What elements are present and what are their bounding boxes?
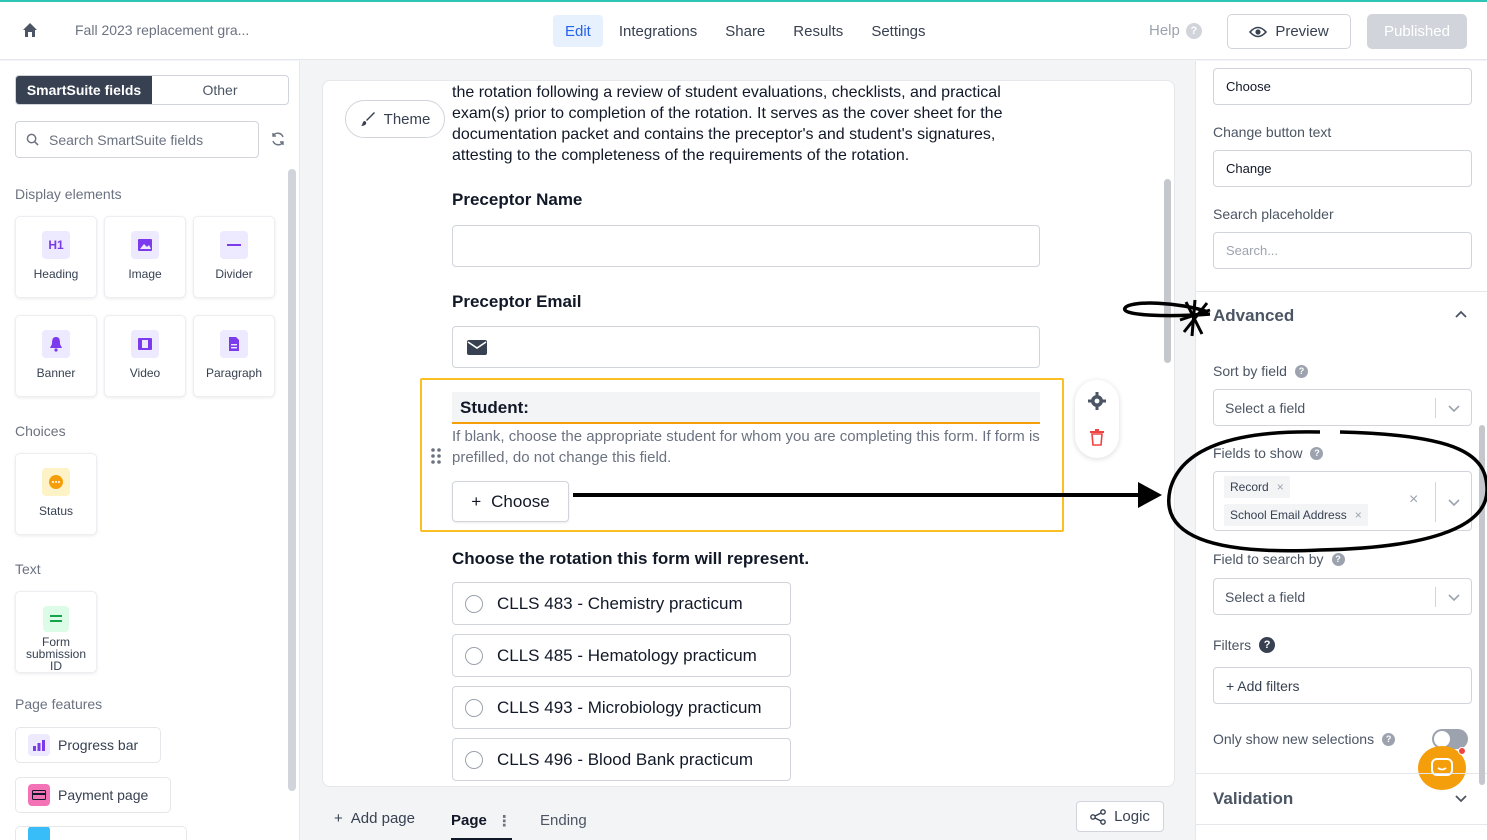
notification-dot bbox=[1458, 747, 1466, 755]
radio-icon bbox=[465, 595, 483, 613]
option-label: CLLS 496 - Blood Bank practicum bbox=[497, 749, 754, 769]
chevron-down-icon[interactable] bbox=[1455, 793, 1467, 803]
status-icon bbox=[42, 468, 70, 496]
tab-smartsuite-fields[interactable]: SmartSuite fields bbox=[16, 76, 152, 104]
feature-progress-bar[interactable] bbox=[15, 727, 161, 763]
tile-video[interactable] bbox=[104, 315, 186, 397]
plus-icon: + bbox=[334, 810, 343, 827]
image-icon bbox=[131, 231, 159, 259]
rotation-question-label: Choose the rotation this form will represent. bbox=[452, 549, 810, 568]
rotation-option[interactable] bbox=[452, 738, 791, 781]
radio-icon bbox=[465, 699, 483, 717]
display-elements-label: Display elements bbox=[15, 186, 122, 202]
search-placeholder-input[interactable]: Search... bbox=[1213, 232, 1472, 269]
canvas-scrollbar[interactable] bbox=[1164, 179, 1171, 363]
search-icon bbox=[26, 133, 39, 146]
tile-label: Heading bbox=[33, 267, 79, 281]
gear-icon[interactable] bbox=[1088, 392, 1106, 410]
page-tab-label: Page bbox=[451, 812, 487, 829]
rotation-option[interactable] bbox=[452, 634, 791, 677]
search-placeholder: Search SmartSuite fields bbox=[49, 131, 204, 148]
form-title[interactable]: Fall 2023 replacement gra... bbox=[75, 22, 250, 38]
tab-share[interactable]: Share bbox=[725, 22, 766, 40]
chevron-down-icon bbox=[1448, 402, 1460, 414]
option-label: CLLS 493 - Microbiology practicum bbox=[497, 697, 762, 717]
fields-to-show-label bbox=[1213, 445, 1323, 461]
tile-banner[interactable] bbox=[15, 315, 97, 397]
home-icon[interactable] bbox=[20, 20, 40, 40]
feature-payment-page[interactable] bbox=[15, 777, 171, 813]
change-button-text-input[interactable]: Change bbox=[1213, 150, 1472, 187]
published-button[interactable]: Published bbox=[1367, 14, 1467, 49]
intro-paragraph: the rotation following a review of student evaluations, checklists, and practical exam(s) prior to completion of the rotation. It serves as the cover sheet for the documentation packet and contains the preceptor's and student's signatures, attesting to the completeness of the requirements of the rotation. bbox=[452, 84, 1003, 164]
option-label: CLLS 485 - Hematology practicum bbox=[497, 645, 757, 665]
properties-panel bbox=[1195, 61, 1487, 840]
option-label: CLLS 483 - Chemistry practicum bbox=[497, 593, 743, 613]
film-icon bbox=[131, 330, 159, 358]
question-icon[interactable]: ? bbox=[1310, 447, 1323, 460]
select-separator bbox=[1435, 398, 1436, 418]
choose-button-text-input[interactable]: Choose bbox=[1213, 68, 1472, 105]
tile-label: Video bbox=[129, 366, 161, 380]
tab-other[interactable]: Other bbox=[202, 82, 238, 98]
top-bar bbox=[0, 0, 1487, 60]
tab-settings[interactable]: Settings bbox=[871, 22, 926, 40]
theme-button[interactable] bbox=[345, 100, 445, 138]
help-link[interactable] bbox=[1149, 22, 1202, 39]
share-nodes-icon bbox=[1090, 809, 1106, 825]
left-sidebar bbox=[0, 61, 300, 840]
student-question-description: If blank, choose the appropriate student for whom you are completing this form. If form is prefilled, do not change this field. bbox=[452, 428, 1040, 466]
preceptor-name-label: Preceptor Name bbox=[452, 190, 583, 209]
search-fields-input[interactable] bbox=[15, 121, 259, 158]
page-bar bbox=[301, 795, 1194, 840]
select-value: Select a field bbox=[1225, 399, 1306, 416]
choices-label: Choices bbox=[15, 423, 66, 439]
feature-label: Progress bar bbox=[58, 737, 139, 753]
question-icon[interactable]: ? bbox=[1259, 637, 1275, 653]
remove-tag-icon[interactable]: × bbox=[1354, 508, 1362, 522]
tile-label: Paragraph bbox=[205, 366, 263, 380]
divider bbox=[1196, 291, 1487, 292]
tile-label: Status bbox=[38, 504, 74, 518]
tile-image[interactable] bbox=[104, 216, 186, 298]
preceptor-email-label: Preceptor Email bbox=[452, 292, 582, 311]
text-label: Text bbox=[15, 561, 41, 577]
left-scrollbar[interactable] bbox=[288, 169, 296, 791]
heading-icon: H1 bbox=[42, 231, 70, 259]
chevron-up-icon[interactable] bbox=[1455, 310, 1467, 320]
calendar-icon bbox=[28, 826, 50, 840]
divider-icon bbox=[220, 231, 248, 259]
drag-handle-icon[interactable] bbox=[430, 447, 442, 465]
tile-label: Divider bbox=[215, 267, 253, 281]
feature-label: Payment page bbox=[58, 787, 149, 803]
tab-results[interactable]: Results bbox=[793, 22, 844, 40]
credit-card-icon bbox=[28, 784, 50, 806]
tile-label: Image bbox=[128, 267, 162, 281]
validation-section-title[interactable]: Validation bbox=[1213, 789, 1294, 808]
sort-by-field-select[interactable] bbox=[1213, 389, 1472, 426]
clear-icon[interactable]: × bbox=[1409, 491, 1419, 508]
filters-label-text: Filters bbox=[1213, 637, 1252, 653]
field-to-search-label bbox=[1213, 551, 1345, 567]
brush-icon bbox=[360, 111, 376, 127]
divider bbox=[1196, 824, 1487, 825]
rotation-option[interactable] bbox=[452, 686, 791, 729]
refresh-icon[interactable] bbox=[270, 131, 286, 147]
remove-tag-icon[interactable]: × bbox=[1276, 480, 1284, 494]
eye-icon bbox=[1249, 26, 1267, 38]
tile-status[interactable] bbox=[15, 453, 97, 535]
ending-tab[interactable]: Ending bbox=[540, 812, 587, 829]
student-question-title[interactable]: Student: bbox=[452, 392, 1040, 424]
choose-record-button[interactable] bbox=[452, 481, 569, 522]
add-page-button[interactable] bbox=[334, 810, 415, 827]
sort-by-field-label bbox=[1213, 363, 1308, 379]
select-separator bbox=[1435, 482, 1436, 522]
toggle-knob bbox=[1434, 731, 1450, 747]
tag-record[interactable] bbox=[1224, 476, 1290, 498]
add-filters-button[interactable]: + Add filters bbox=[1213, 667, 1472, 704]
tile-label: Banner bbox=[36, 366, 76, 380]
question-tools bbox=[1075, 380, 1119, 458]
form-canvas bbox=[322, 80, 1175, 787]
only-new-selections-label bbox=[1213, 731, 1395, 747]
chevron-down-icon bbox=[1448, 496, 1460, 508]
preview-label: Preview bbox=[1275, 23, 1329, 40]
equals-icon bbox=[43, 606, 69, 632]
change-button-text-label: Change button text bbox=[1213, 124, 1332, 140]
question-icon: ? bbox=[1186, 23, 1202, 39]
add-page-label: Add page bbox=[350, 810, 415, 827]
field-source-toggle bbox=[15, 75, 289, 105]
feature-partial[interactable] bbox=[15, 826, 187, 840]
preceptor-email-input[interactable] bbox=[452, 326, 1040, 368]
divider bbox=[1196, 773, 1487, 774]
preceptor-name-input[interactable] bbox=[452, 225, 1040, 267]
question-icon[interactable]: ? bbox=[1295, 365, 1308, 378]
search-placeholder-label: Search placeholder bbox=[1213, 206, 1334, 222]
theme-label: Theme bbox=[383, 110, 431, 128]
filters-label bbox=[1213, 637, 1275, 653]
help-label: Help bbox=[1149, 22, 1180, 39]
radio-icon bbox=[465, 751, 483, 769]
choose-label: Choose bbox=[491, 491, 550, 511]
tag-label: School Email Address bbox=[1230, 508, 1347, 522]
fields-show-label-text: Fields to show bbox=[1213, 445, 1303, 461]
plus-icon: + bbox=[471, 491, 482, 511]
preview-button[interactable] bbox=[1227, 14, 1351, 49]
tile-paragraph[interactable] bbox=[193, 315, 275, 397]
tag-label: Record bbox=[1230, 480, 1269, 494]
tile-heading[interactable] bbox=[15, 216, 97, 298]
envelope-icon bbox=[467, 340, 487, 355]
select-separator bbox=[1435, 587, 1436, 607]
bell-icon bbox=[42, 330, 70, 358]
document-icon bbox=[220, 330, 248, 358]
sort-label-text: Sort by field bbox=[1213, 363, 1287, 379]
radio-icon bbox=[465, 647, 483, 665]
more-vertical-icon[interactable]: ⋮ bbox=[496, 813, 512, 830]
field-to-search-select[interactable] bbox=[1213, 578, 1472, 615]
tile-divider[interactable] bbox=[193, 216, 275, 298]
tile-label: Form submission ID bbox=[25, 635, 87, 673]
chat-icon bbox=[1431, 758, 1453, 778]
only-new-label-text: Only show new selections bbox=[1213, 731, 1375, 747]
tag-school-email[interactable] bbox=[1224, 504, 1368, 526]
field-search-label-text: Field to search by bbox=[1213, 551, 1324, 567]
main-nav bbox=[553, 15, 938, 47]
page-features-label: Page features bbox=[15, 696, 103, 712]
tab-integrations[interactable]: Integrations bbox=[618, 22, 698, 40]
trash-icon[interactable] bbox=[1089, 428, 1105, 446]
tile-form-submission-id[interactable] bbox=[15, 591, 97, 673]
bar-chart-icon bbox=[28, 734, 50, 756]
question-icon[interactable]: ? bbox=[1382, 733, 1395, 746]
advanced-section-title[interactable]: Advanced bbox=[1213, 306, 1295, 325]
select-value: Select a field bbox=[1225, 588, 1306, 605]
question-icon[interactable]: ? bbox=[1332, 553, 1345, 566]
rotation-option[interactable] bbox=[452, 582, 791, 625]
page-tab[interactable] bbox=[451, 812, 512, 840]
chevron-down-icon bbox=[1448, 591, 1460, 603]
tab-edit[interactable]: Edit bbox=[553, 15, 603, 47]
logic-label: Logic bbox=[1114, 808, 1150, 825]
right-scrollbar[interactable] bbox=[1479, 425, 1485, 785]
logic-button[interactable] bbox=[1076, 801, 1164, 832]
